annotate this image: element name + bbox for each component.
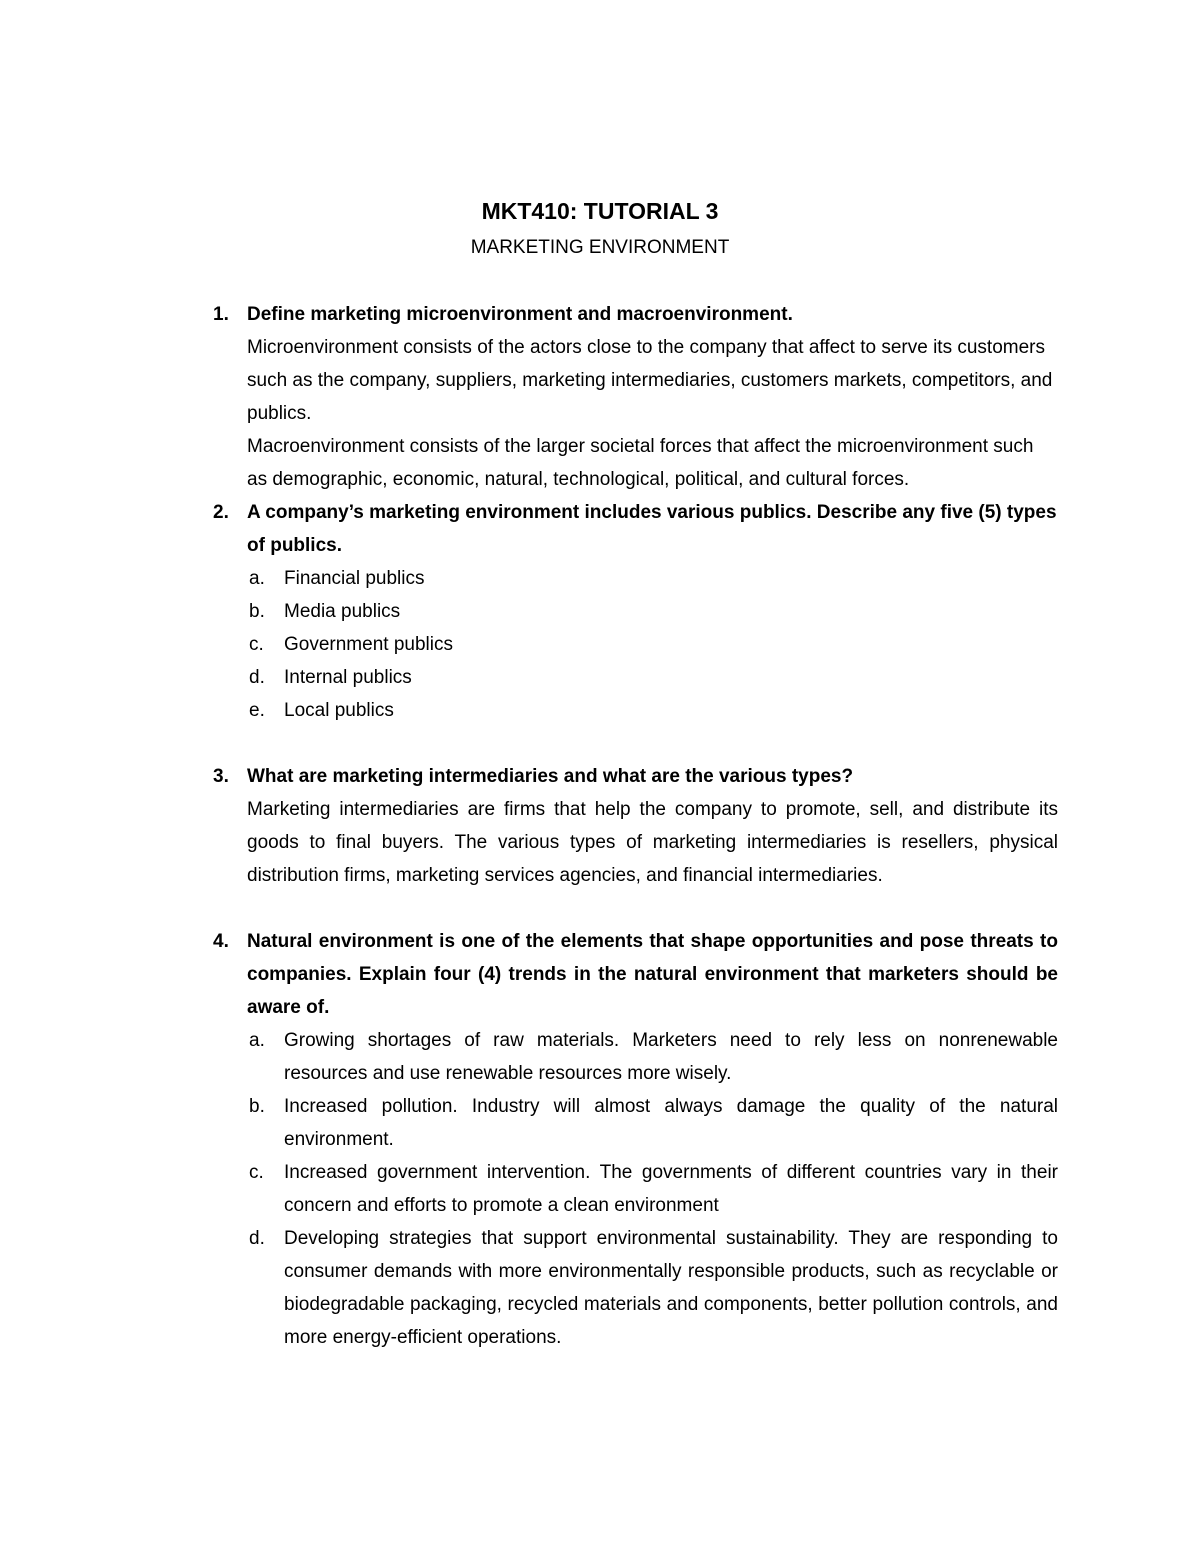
answer-list — [213, 562, 1058, 727]
list-item-text: Financial publics — [284, 568, 425, 589]
document-title: MKT410: TUTORIAL 3 — [481, 198, 719, 224]
question-1 — [213, 298, 1058, 496]
list-item — [213, 562, 1058, 595]
list-item-letter: e. — [249, 700, 265, 721]
list-item-letter: a. — [249, 1030, 265, 1051]
list-item — [213, 1156, 1058, 1222]
question-text: Natural environment is one of the elements that shape opportunities and pose threats to companies. Explain four (4) trends in the natural environment that marketers should be aware of. — [247, 931, 1058, 1018]
list-item — [213, 694, 1058, 727]
list-item-letter: a. — [249, 568, 265, 589]
answer-paragraph: Microenvironment consists of the actors close to the company that affect to serve its customers such as the company, suppliers, marketing intermediaries, customers markets, competitors, and publics. — [247, 337, 1053, 424]
list-item — [213, 595, 1058, 628]
list-item-text: Internal publics — [284, 667, 412, 688]
question-number: 2. — [213, 502, 229, 523]
list-item-letter: c. — [249, 1162, 264, 1183]
question-text: A company’s marketing environment includes various publics. Describe any five (5) types of publics. — [247, 502, 1057, 556]
question-3 — [213, 760, 1058, 892]
answer-paragraph: Marketing intermediaries are firms that help the company to promote, sell, and distribute its goods to final buyers. The various types of marketing intermediaries is resellers, physical distribution firms, marketing services agencies, and financial intermediaries. — [247, 799, 1058, 886]
question-2 — [213, 496, 1058, 562]
list-item — [213, 1090, 1058, 1156]
list-item — [213, 1222, 1058, 1354]
answer-paragraph: Macroenvironment consists of the larger societal forces that affect the microenvironment such as demographic, economic, natural, technological, political, and cultural forces. — [247, 436, 1034, 490]
list-item — [213, 628, 1058, 661]
list-item-text: Government publics — [284, 634, 453, 655]
list-item-letter: c. — [249, 634, 264, 655]
list-item-text: Growing shortages of raw materials. Marketers need to rely less on nonrenewable resources and use renewable resources more wisely. — [284, 1030, 1058, 1084]
question-text: What are marketing intermediaries and what are the various types? — [247, 766, 854, 787]
list-item — [213, 661, 1058, 694]
list-item-text: Increased government intervention. The governments of different countries vary in their concern and efforts to promote a clean environment — [284, 1162, 1058, 1216]
question-number: 3. — [213, 766, 229, 787]
document-subtitle: MARKETING ENVIRONMENT — [470, 237, 730, 258]
spacer — [213, 892, 1058, 925]
list-item-text: Local publics — [284, 700, 394, 721]
answer-list — [213, 1024, 1058, 1354]
list-item-letter: b. — [249, 601, 265, 622]
list-item-text: Media publics — [284, 601, 401, 622]
list-item-text: Increased pollution. Industry will almost always damage the quality of the natural environment. — [284, 1096, 1058, 1150]
question-4 — [213, 925, 1058, 1024]
question-list — [213, 298, 1058, 1354]
question-number: 4. — [213, 931, 229, 952]
list-item-letter: b. — [249, 1096, 265, 1117]
list-item-letter: d. — [249, 667, 265, 688]
list-item-text: Developing strategies that support environmental sustainability. They are responding to consumer demands with more environmentally responsible products, such as recyclable or biodegradable packaging, recycled materials and components, better pollution controls, and more energy-efficient operations. — [284, 1228, 1058, 1348]
list-item — [213, 1024, 1058, 1090]
question-number: 1. — [213, 304, 229, 325]
list-item-letter: d. — [249, 1228, 265, 1249]
spacer — [213, 727, 1058, 760]
question-text: Define marketing microenvironment and macroenvironment. — [247, 304, 793, 325]
